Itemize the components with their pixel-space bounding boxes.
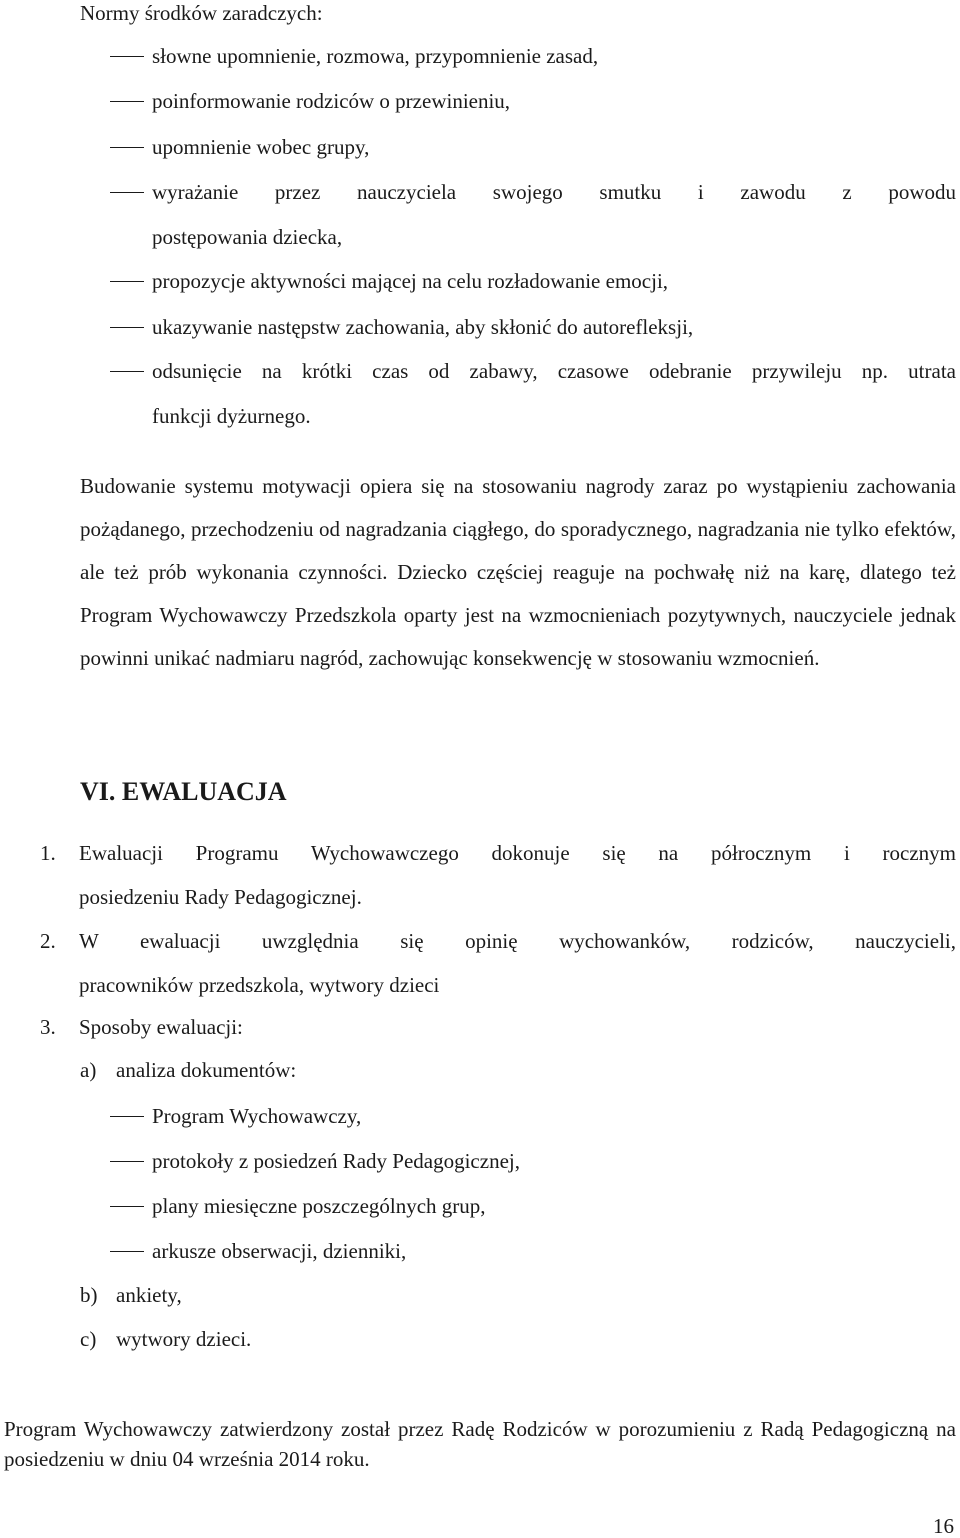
dash-bullet	[110, 101, 144, 102]
dash-bullet	[110, 1251, 144, 1252]
measures-heading: Normy środków zaradczych:	[80, 1, 323, 25]
page-number: 16	[933, 1514, 954, 1538]
measure-item: słowne upomnienie, rozmowa, przypomnienie zasad,	[110, 43, 960, 69]
approval-note: Program Wychowawczy zatwierdzony został przez Radę Rodziców w porozumieniu z Radą Pedagogiczną na posiedzeniu w dniu 04 września 2014 roku.	[4, 1417, 956, 1471]
method-letter: a)	[80, 1058, 97, 1082]
item-number: 3.	[40, 1015, 56, 1039]
dash-bullet	[110, 1206, 144, 1207]
document-item: Program Wychowawczy,	[110, 1103, 960, 1129]
dash-bullet	[110, 1116, 144, 1117]
motivation-paragraph: Budowanie systemu motywacji opiera się na stosowaniu nagrody zaraz po wystąpieniu zachowania pożądanego, przechodzeniu od nagradzania ciągłego, do sporadycznego, nagradzania nie tylko efektów, ale też prób wykonania czynności. Dziecko częściej reaguje na pochwałę niż na karę, dlatego też Program Wychowawczy Przedszkola oparty jest na wzmocnieniach pozytywnych, nauczyciele jednak powinni unikać nadmiaru nagród, zachowując konsekwencję w stosowaniu wzmocnień.	[80, 474, 956, 670]
dash-bullet	[110, 1161, 144, 1162]
dash-bullet	[110, 147, 144, 148]
dash-bullet	[110, 192, 144, 193]
document-item: protokoły z posiedzeń Rady Pedagogicznej,	[110, 1148, 960, 1174]
dash-bullet	[110, 327, 144, 328]
item-number: 2.	[40, 929, 56, 953]
item-number: 1.	[40, 841, 56, 865]
document-item: arkusze obserwacji, dzienniki,	[110, 1238, 960, 1264]
measure-item: odsunięcie na krótki czas od zabawy, czasowe odebranie przywileju np. utrata	[110, 358, 960, 384]
measure-item-continuation: funkcji dyżurnego.	[152, 404, 311, 428]
measure-item: poinformowanie rodziców o przewinieniu,	[110, 88, 960, 114]
dash-bullet	[110, 56, 144, 57]
dash-bullet	[110, 281, 144, 282]
document-item: plany miesięczne poszczególnych grup,	[110, 1193, 960, 1219]
measure-item-continuation: postępowania dziecka,	[152, 225, 343, 249]
method-letter: c)	[80, 1327, 97, 1351]
measure-item: ukazywanie następstw zachowania, aby skłonić do autorefleksji,	[110, 314, 960, 340]
dash-bullet	[110, 371, 144, 372]
measure-item: upomnienie wobec grupy,	[110, 134, 960, 160]
measure-item: propozycje aktywności mającej na celu rozładowanie emocji,	[110, 268, 960, 294]
measure-item: wyrażanie przez nauczyciela swojego smutku i zawodu z powodu	[110, 179, 960, 205]
method-letter: b)	[80, 1283, 98, 1307]
document-page: Normy środków zaradczych: słowne upomnienie, rozmowa, przypomnienie zasad, poinformowanie rodziców o przewinieniu, upomnienie wobec grupy, wyrażanie przez nauczyciela swojego smutku i zawodu z powodu postępowania dziecka, propozycje aktywności mającej na celu rozładowanie emocji, ukazywanie następstw zachowania, aby skłonić do autorefleksji, odsunięcie na krótki czas od zabawy, czasowe odebranie przywileju np. utrata funkcji dyżurnego. Budowanie systemu motywacji opiera się na stosowaniu nagrody zaraz po wystąpieniu zachowania pożądanego, przechodzeniu od nagradzania ciągłego, do sporadycznego, nagradzania nie tylko efektów, ale też prób wykonania czynności. Dziecko częściej reaguje na pochwałę niż na karę, dlatego też Program Wychowawczy Przedszkola oparty jest na wzmocnieniach pozytywnych, nauczyciele jednak powinni unikać nadmiaru nagród, zachowując konsekwencję w stosowaniu wzmocnień. VI. EWALUACJA 1. Ewaluacji Programu Wychowawczego dokonuje się na półrocznym i rocznym posiedzeniu Rady Pedagogicznej. 2. W ewaluacji uwzględnia się opinię wychowanków, rodziców, nauczycieli, pracowników przedszkola, wytwory dzieci 3. Sposoby ewaluacji: a) analiza dokumentów: Program Wychowawczy, protokoły z posiedzeń Rady Pedagogicznej, plany miesięczne poszczególnych grup, arkusze obserwacji, dzienniki, b) ankiety, c) wytwory dzieci. Program Wychowawczy zatwierdzony został przez Radę Rodziców w porozumieniu z Radą Pedagogiczną na posiedzeniu w dniu 04 września 2014 roku. 16	[0, 0, 960, 1537]
section-title: VI. EWALUACJA	[80, 777, 287, 806]
